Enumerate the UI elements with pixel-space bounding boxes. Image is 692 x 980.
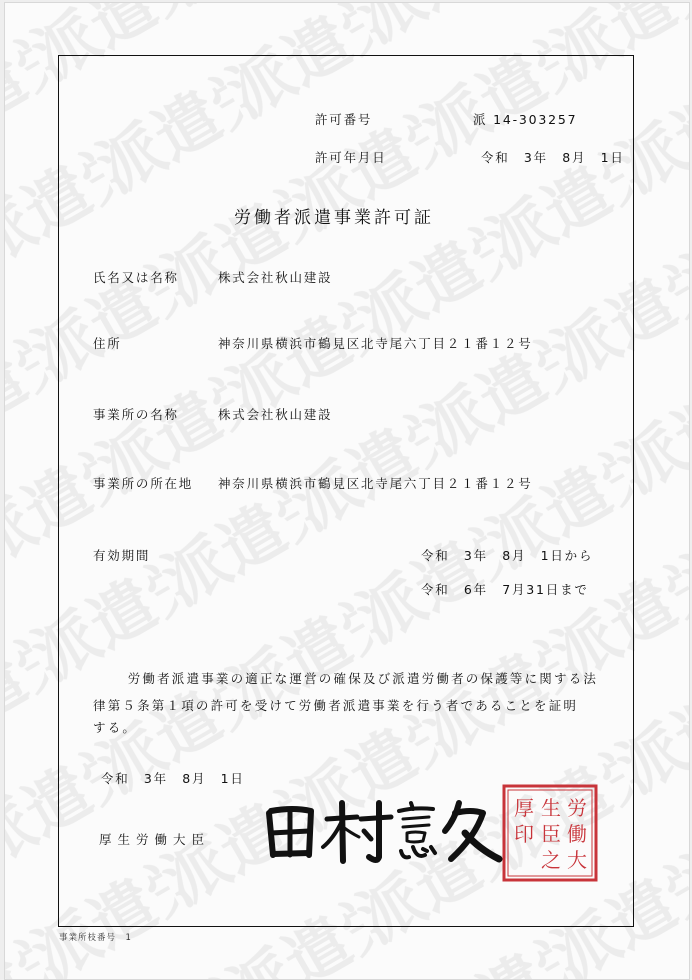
permit-date-value: 令和 3年 8月 1日 [481, 150, 625, 165]
permit-certificate [4, 2, 690, 980]
issue-date: 令和 3年 8月 1日 [101, 771, 245, 786]
office-branch-number: 事業所枝番号 1 [59, 933, 132, 943]
issuer-title: 厚生労働大臣 [99, 832, 211, 847]
seal-char-1: 労 [567, 796, 587, 820]
permit-number-value: 派 14-303257 [473, 112, 578, 127]
seal-char-8: 印 [514, 822, 534, 846]
seal-char-2: 働 [567, 822, 587, 846]
permit-date-label: 許可年月日 [315, 150, 387, 165]
permit-number-label: 許可番号 [315, 112, 373, 127]
document-title: 労働者派遣事業許可証 [234, 208, 434, 228]
seal-char-3: 大 [567, 848, 587, 872]
validity-to: 令和 6年 7月31日まで [421, 582, 589, 597]
seal-char-6: 之 [541, 848, 561, 872]
seal-char-5: 臣 [541, 822, 561, 846]
name-label: 氏名又は名称 [93, 270, 179, 285]
address-value: 神奈川県横浜市鶴見区北寺尾六丁目２１番１２号 [218, 336, 533, 351]
office-address-label: 事業所の所在地 [93, 476, 194, 491]
office-name-label: 事業所の名称 [93, 407, 179, 422]
office-name-value: 株式会社秋山建設 [218, 407, 333, 422]
validity-from: 令和 3年 8月 1日から [421, 548, 594, 563]
statement-line-3: する。 [93, 720, 138, 735]
statement-line-1: 労働者派遣事業の適正な運営の確保及び派遣労働者の保護等に関する法 [113, 671, 599, 686]
official-seal [501, 783, 599, 883]
validity-label: 有効期間 [93, 548, 151, 563]
name-value: 株式会社秋山建設 [218, 270, 333, 285]
signature-image [263, 797, 503, 867]
seal-char-7: 厚 [514, 796, 534, 820]
seal-char-4: 生 [541, 796, 561, 820]
address-label: 住所 [93, 336, 122, 351]
office-address-value: 神奈川県横浜市鶴見区北寺尾六丁目２１番１２号 [218, 476, 533, 491]
statement-line-2: 律第５条第１項の許可を受けて労働者派遣事業を行う者であることを証明 [93, 698, 579, 713]
